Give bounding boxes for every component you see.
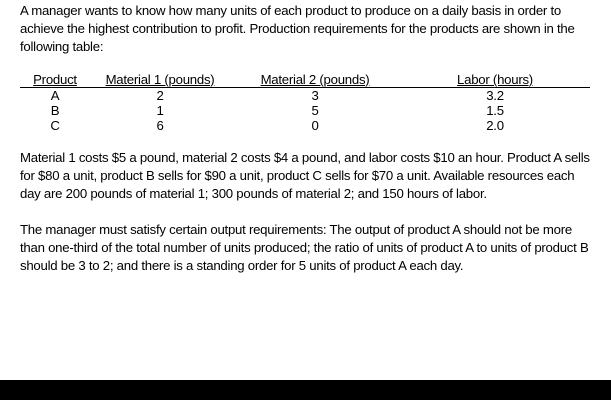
problem-document [20,0,590,275]
cell-material-1: 2 [156,88,164,103]
production-requirements-table [20,72,590,133]
table-row [20,103,590,118]
table-row [20,88,590,104]
table-header-row [20,72,590,88]
header-labor: Labor (hours) [400,72,590,88]
intro-paragraph: A manager wants to know how many units of each product to produce on a daily basis in order to achieve the highest contribution to profit. Production requirements for the products are shown in the following table: [20,3,575,54]
cell-product: B [50,103,60,118]
costs-paragraph: Material 1 costs $5 a pound, material 2 costs $4 a pound, and labor costs $10 an hour. Product A sells for $80 a unit, product B sells for $90 a unit, product C sells for $70 a unit. Available resources each day are 200 pounds of material 1; 300 pounds of material 2; and 150 hours of labor. [20,150,590,201]
bottom-black-bar [0,380,611,400]
cell-labor: 3.2 [486,88,504,103]
cell-material-1: 1 [156,103,164,118]
cell-product: C [50,118,60,133]
cell-material-2: 3 [311,88,319,103]
cell-labor: 2.0 [486,118,504,133]
table-row [20,118,590,133]
cell-labor: 1.5 [486,103,504,118]
requirements-paragraph: The manager must satisfy certain output requirements: The output of product A should not be more than one-third of the total number of units produced; the ratio of units of product A to units of product B should be 3 to 2; and there is a standing order for 5 units of product A each day. [20,222,589,273]
cell-material-2: 0 [311,118,319,133]
cell-material-1: 6 [156,118,164,133]
header-material-2: Material 2 (pounds) [230,72,400,88]
header-material-1: Material 1 (pounds) [90,72,230,88]
header-product: Product [20,72,90,88]
cell-material-2: 5 [311,103,319,118]
cell-product: A [50,88,60,103]
